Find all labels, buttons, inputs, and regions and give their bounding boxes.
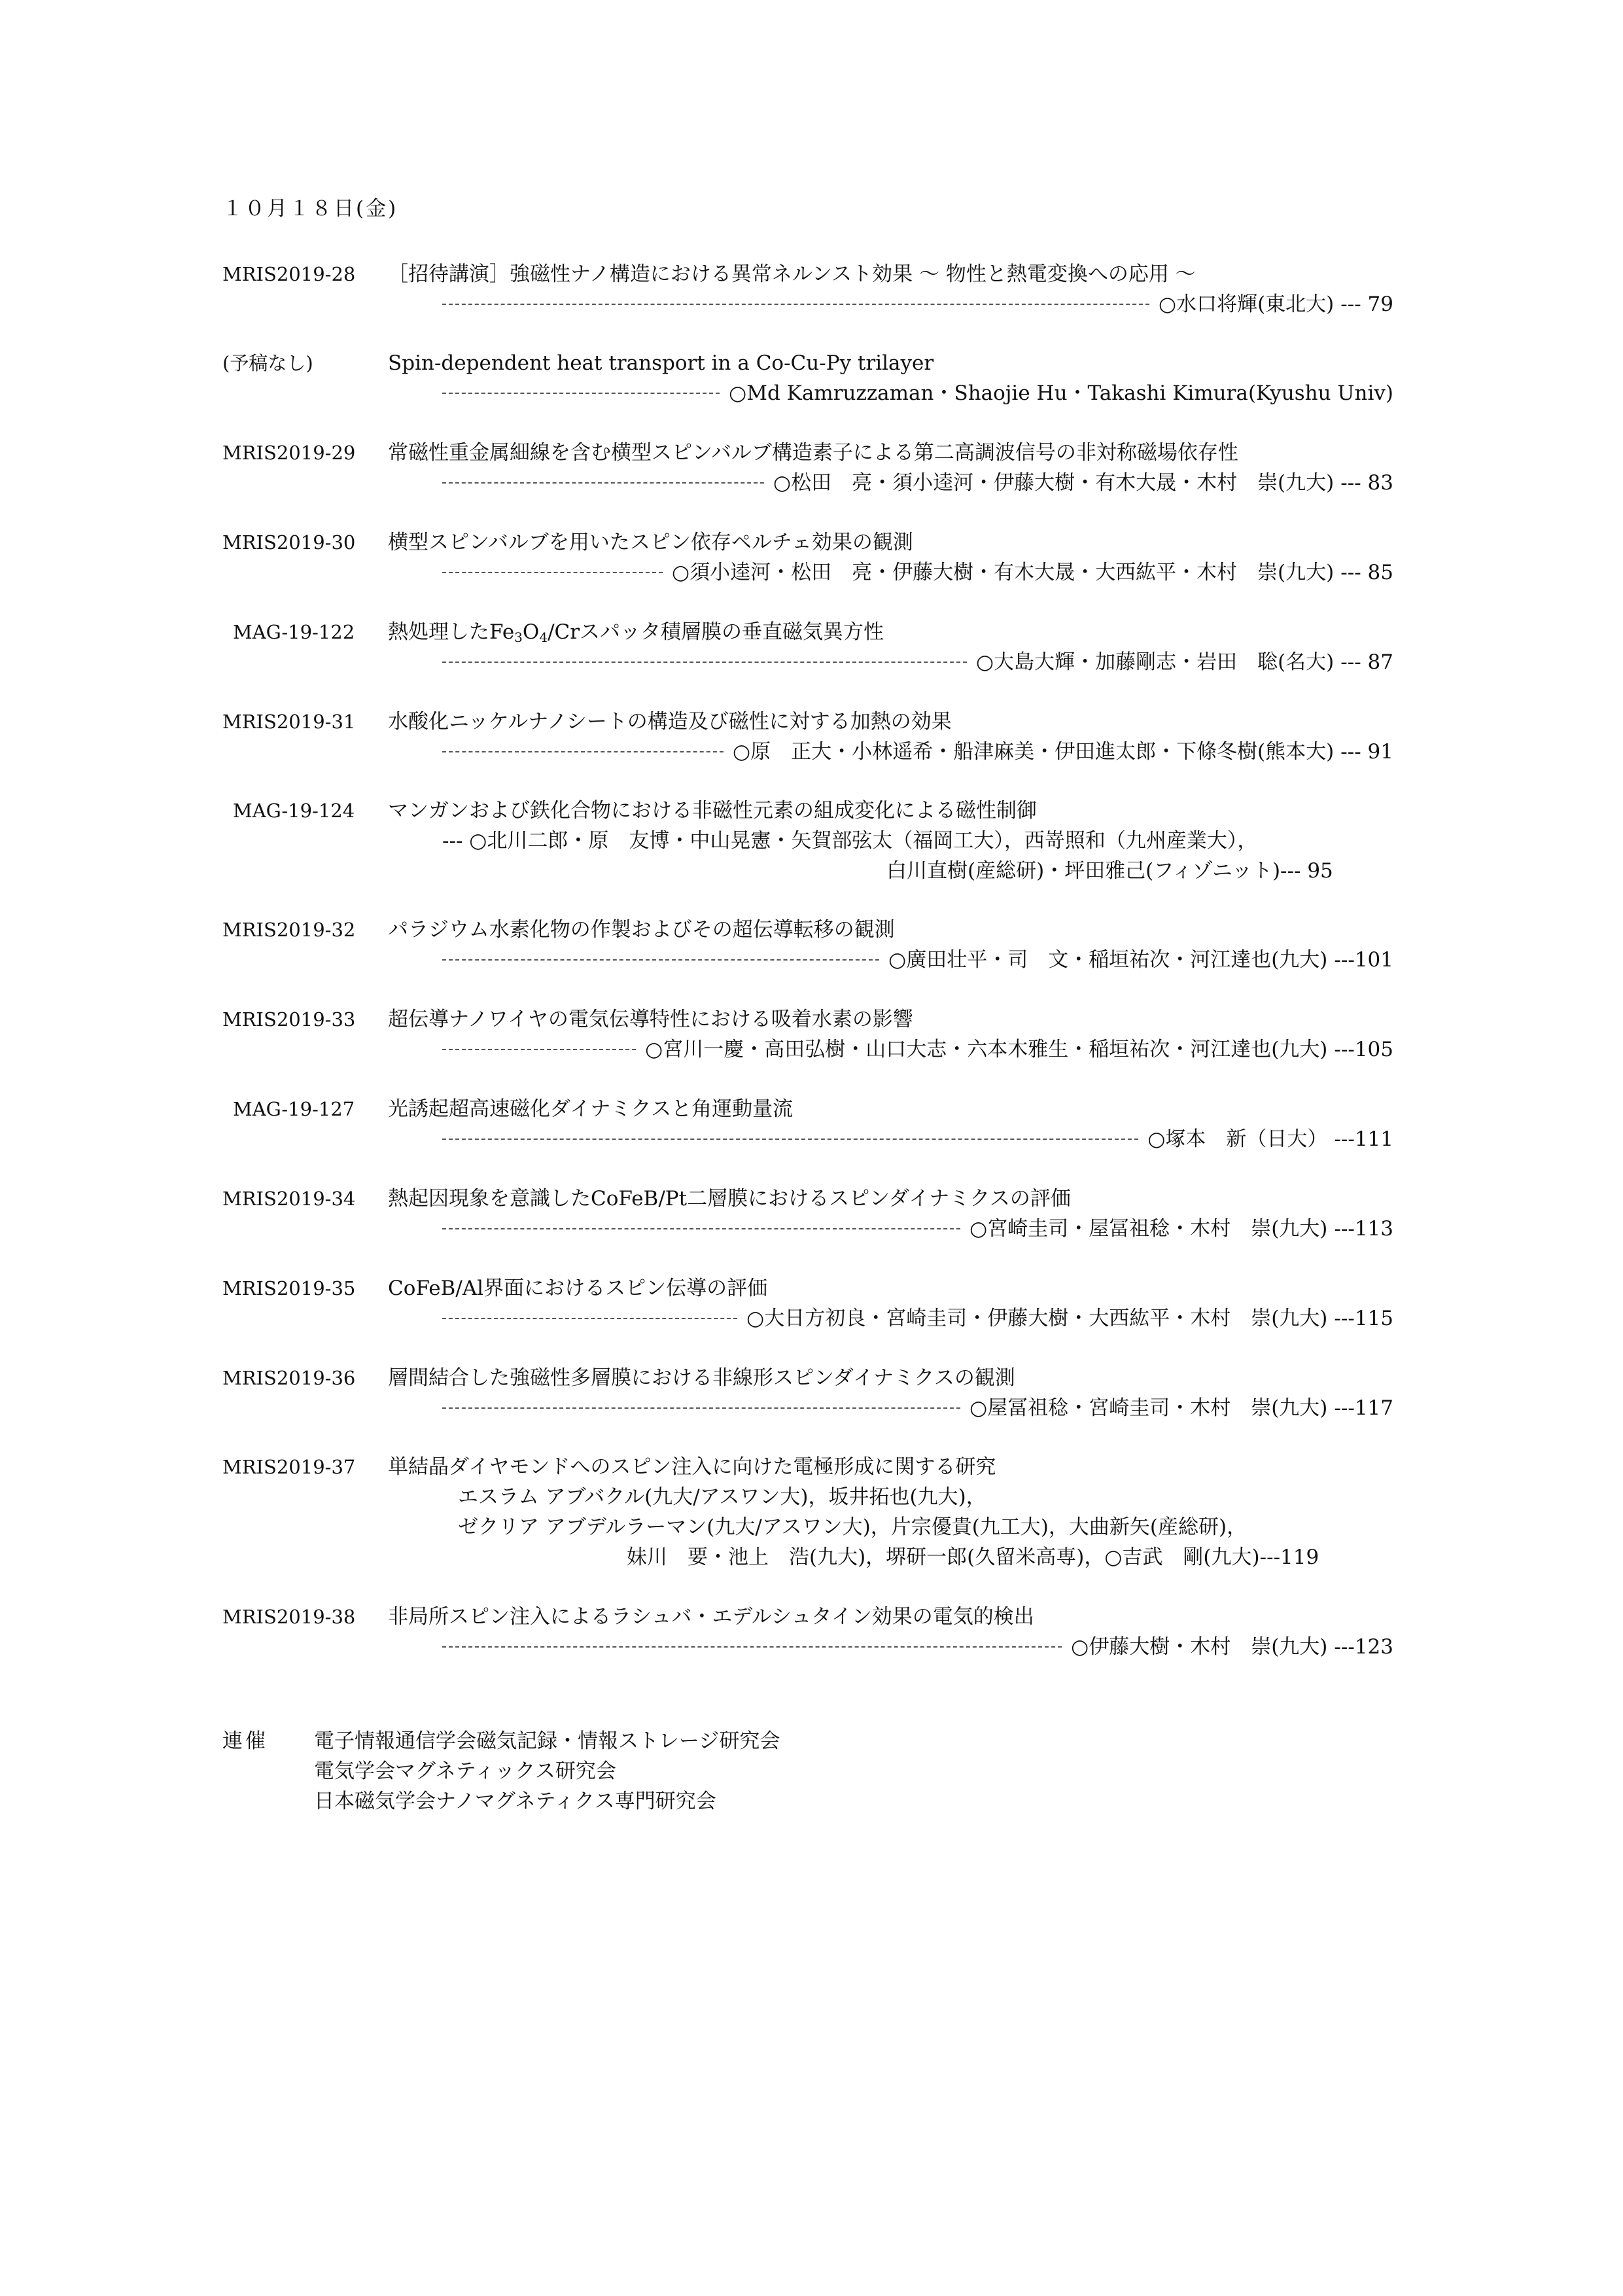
dot-leader: [442, 482, 764, 484]
paper-code: MAG-19-122: [233, 621, 355, 643]
paper-title: パラジウム水素化物の作製およびその超伝導転移の観測: [388, 918, 895, 942]
page-number: --- 95: [1280, 859, 1333, 883]
author-line: [442, 1214, 1393, 1244]
page-number: --- 91: [1340, 740, 1393, 764]
paper-code: MAG-19-127: [233, 1098, 355, 1120]
dot-leader: ---: [442, 829, 463, 853]
paper-authors: ○須小逵河・松田 亮・伊藤大樹・有木大晟・大西紘平・木村 崇(九大): [672, 561, 1335, 584]
title-part: 熱処理したFe: [388, 620, 515, 644]
dot-leader: [442, 959, 879, 961]
paper-title: 常磁性重金属細線を含む横型スピンバルブ構造素子による第二高調波信号の非対称磁場依存性: [388, 441, 1238, 465]
dot-leader: [442, 1407, 960, 1409]
page-number: ---111: [1334, 1127, 1393, 1151]
paper-title: 熱起因現象を意識したCoFeB/Pt二層膜におけるスピンダイナミクスの評価: [388, 1187, 1071, 1210]
paper-code: MRIS2019-36: [222, 1367, 356, 1389]
author-line: [442, 647, 1393, 677]
author-line: [442, 1303, 1393, 1333]
sponsor-item: 電子情報通信学会磁気記録・情報ストレージ研究会: [314, 1729, 780, 1753]
paper-code: MRIS2019-35: [222, 1277, 356, 1299]
paper-title: 光誘起超高速磁化ダイナミクスと角運動量流: [388, 1097, 794, 1121]
paper-code: (予稿なし): [222, 352, 313, 374]
paper-authors: ○屋冨祖稔・宮崎圭司・木村 崇(九大): [969, 1396, 1328, 1420]
author-line: [442, 378, 1393, 408]
paper-authors: ○塚本 新（日大）: [1147, 1127, 1328, 1151]
title-subscript: 3: [514, 629, 523, 645]
paper-authors: ○大島大輝・加藤剛志・岩田 聡(名大): [976, 650, 1335, 674]
author-line: [442, 737, 1393, 767]
paper-code: MRIS2019-33: [222, 1008, 356, 1031]
dot-leader: [442, 1049, 636, 1050]
paper-authors: ○原 正大・小林遥希・船津麻美・伊田進太郎・下條冬樹(熊本大): [733, 740, 1335, 764]
author-line: [458, 1482, 986, 1512]
paper-title: 層間結合した強磁性多層膜における非線形スピンダイナミクスの観測: [388, 1366, 1015, 1390]
paper-authors: ○北川二郎・原 友博・中山晃憲・矢賀部弦太（福岡工大），西嵜照和（九州産業大），: [469, 829, 1258, 853]
dot-leader: [442, 662, 967, 663]
title-subscript: 4: [539, 629, 548, 645]
author-line: [442, 289, 1393, 319]
page-number: --- 79: [1340, 292, 1393, 316]
paper-code: MRIS2019-34: [222, 1188, 356, 1210]
session-date: １０月１８日(金): [222, 197, 398, 221]
author-line: [442, 468, 1393, 498]
author-line: [442, 557, 1393, 588]
paper-title: マンガンおよび鉄化合物における非磁性元素の組成変化による磁性制御: [388, 799, 1037, 822]
paper-title: 非局所スピン注入によるラシュバ・エデルシュタイン効果の電気的検出: [388, 1605, 1034, 1629]
paper-code: MAG-19-124: [233, 800, 355, 822]
author-line: [886, 856, 1333, 886]
paper-authors: ○伊藤大樹・木村 崇(九大): [1071, 1635, 1328, 1659]
paper-authors: ○水口将輝(東北大): [1159, 292, 1335, 316]
page-number: ---117: [1334, 1396, 1393, 1420]
page-number: ---119: [1259, 1545, 1319, 1569]
author-line: [442, 1034, 1393, 1065]
page-number: --- 83: [1340, 471, 1393, 495]
paper-title: 水酸化ニッケルナノシートの構造及び磁性に対する加熱の効果: [388, 710, 952, 733]
author-line: [442, 945, 1393, 975]
paper-authors: ○廣田壮平・司 文・稲垣祐次・河江達也(九大): [888, 948, 1328, 972]
paper-title: CoFeB/Al界面におけるスピン伝導の評価: [388, 1277, 768, 1300]
page-number: ---105: [1334, 1038, 1393, 1061]
page-number: ---115: [1334, 1307, 1393, 1330]
page-number: --- 87: [1340, 650, 1393, 674]
paper-code: MRIS2019-30: [222, 531, 356, 554]
paper-authors: ゼクリア アブデルラーマン(九大/アスワン大)，片宗優貴(九工大)，大曲新矢(産総研)，: [458, 1515, 1248, 1539]
author-line: [442, 1124, 1393, 1154]
paper-code: MRIS2019-31: [222, 711, 356, 733]
paper-authors: 白川直樹(産総研)・坪田雅己(フィゾニット): [886, 859, 1281, 883]
paper-title: Spin-dependent heat transport in a Co-Cu-Py trilayer: [388, 351, 934, 375]
dot-leader: [442, 304, 1149, 305]
paper-title: 超伝導ナノワイヤの電気伝導特性における吸着水素の影響: [388, 1008, 913, 1031]
page-number: ---101: [1334, 948, 1393, 972]
paper-code: MRIS2019-37: [222, 1456, 356, 1478]
paper-title: 単結晶ダイヤモンドへのスピン注入に向けた電極形成に関する研究: [388, 1455, 996, 1479]
paper-authors: ○宮川一慶・高田弘樹・山口大志・六本木雅生・稲垣祐次・河江達也(九大): [645, 1038, 1328, 1061]
paper-code: MRIS2019-29: [222, 442, 356, 464]
dot-leader: [442, 393, 720, 394]
sponsor-label: 連催: [222, 1729, 268, 1753]
author-line: [627, 1542, 1319, 1572]
author-line: [458, 1512, 1247, 1542]
paper-code: MRIS2019-28: [222, 263, 356, 285]
dot-leader: [442, 1139, 1138, 1140]
paper-code: MRIS2019-38: [222, 1606, 356, 1628]
paper-authors: ○大日方初良・宮崎圭司・伊藤大樹・大西紘平・木村 崇(九大): [746, 1307, 1328, 1330]
dot-leader: [442, 751, 724, 752]
paper-authors: 妹川 要・池上 浩(九大)，堺研一郎(久留米高専)，○吉武 剛(九大): [627, 1545, 1260, 1569]
paper-code: MRIS2019-32: [222, 919, 356, 941]
paper-title: 横型スピンバルブを用いたスピン依存ペルチェ効果の観測: [388, 531, 913, 554]
sponsor-item: 日本磁気学会ナノマグネティクス専門研究会: [314, 1790, 716, 1813]
sponsor-item: 電気学会マグネティックス研究会: [314, 1759, 616, 1783]
dot-leader: [442, 572, 663, 573]
dot-leader: [442, 1318, 737, 1319]
title-part: O: [522, 620, 540, 644]
paper-title: ［招待講演］強磁性ナノ構造における異常ネルンスト効果 ～ 物性と熱電変換への応用 ～: [388, 262, 1196, 286]
author-line: [442, 1632, 1393, 1662]
page-number: --- 85: [1340, 561, 1393, 584]
paper-authors: ○宮崎圭司・屋冨祖稔・木村 崇(九大): [969, 1217, 1328, 1241]
dot-leader: [442, 1228, 960, 1229]
paper-authors: ○Md Kamruzzaman・Shaojie Hu・Takashi Kimura(Kyushu Univ): [729, 381, 1393, 405]
paper-authors: ○松田 亮・須小逵河・伊藤大樹・有木大晟・木村 崇(九大): [773, 471, 1335, 495]
page-number: ---113: [1334, 1217, 1393, 1241]
page-number: ---123: [1334, 1635, 1393, 1659]
paper-authors: エスラム アブバクル(九大/アスワン大)，坂井拓也(九大)，: [458, 1485, 986, 1509]
title-part: /Crスパッタ積層膜の垂直磁気異方性: [548, 620, 884, 644]
author-line: [442, 1393, 1393, 1423]
author-line: [442, 826, 1257, 856]
dot-leader: [442, 1646, 1062, 1648]
